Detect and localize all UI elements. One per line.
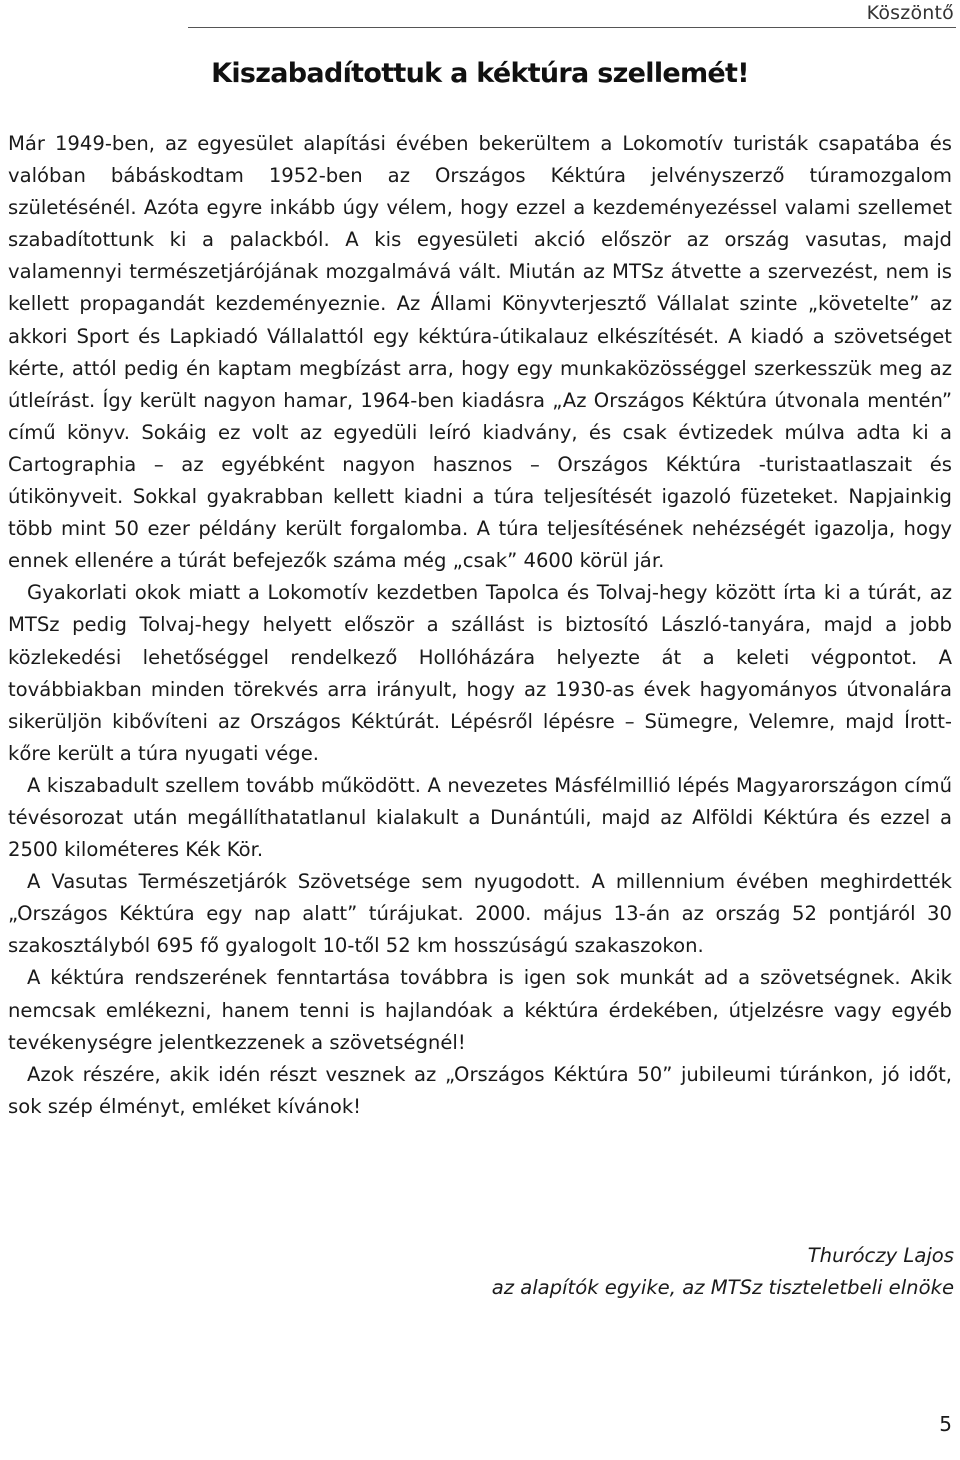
paragraph: Azok részére, akik idén részt vesznek az „Országos Kéktúra 50” jubileumi túránkon, jó időt, sok szép élményt, emléket kívánok! [8,1062,952,1118]
article-title: Kiszabadítottuk a kéktúra szellemét! [211,58,749,89]
paragraph: A kéktúra rendszerének fenntartása továbbra is igen sok munkát ad a szövetségnek. Akik nemcsak emlékezni, hanem tenni is hajlandóak a kéktúra érdekében, útjelzésre vagy egyéb tevékenységre jelentkezzenek a szövetségnél! [8,966,952,1054]
section-label: Köszöntő [866,2,954,24]
author-name: Thuróczy Lajos [807,1244,954,1267]
header-rule [188,27,956,28]
paragraph: Gyakorlati okok miatt a Lokomotív kezdetben Tapolca és Tolvaj-hegy között írta ki a túrát, az MTSz pedig Tolvaj-hegy helyett először a szállást is biztosító László-tanyára, majd a jobb közlekedési lehetőséggel rendelkező Hollóházára helyezte át a keleti végpontot. A továbbiakban minden törekvés arra irányult, hogy az 1930-as évek hagyományos útvonalára sikerüljön kibővíteni az Országos Kéktúrát. Lépésről lépésre – Sümegre, Velemre, majd Írott-kőre került a túra nyugati vége. [8,581,952,765]
paragraph: A kiszabadult szellem tovább működött. A nevezetes Másfélmillió lépés Magyarországon című tévésorozat után megállíthatatlanul kialakult a Dunántúli, majd az Alföldi Kéktúra és ezzel a 2500 kilométeres Kék Kör. [8,773,952,862]
signature-block [492,1240,954,1304]
paragraph: Már 1949-ben, az egyesület alapítási évében bekerültem a Lokomotív turisták csapatába és valóban bábáskodtam 1952-ben az Országos Kéktúra jelvényszerző túramozgalom születésénél. Azóta egyre inkább úgy vélem, hogy ezzel a kezdeményezéssel valami szellemet szabadítottunk ki a palackból. A kis egyesületi akció először az ország vasutas, majd valamennyi természetjárójának mozgalmává vált. Miután az MTSz átvette a szervezést, nem is kellett propagandát kezdeményeznie. Az Állami Könyvterjesztő Vállalat szinte „követelte” az akkori Sport és Lapkiadó Vállalattól egy kéktúra-útikalauz elkészítését. A kiadó a szövetséget kérte, attól pedig én kaptam megbízást arra, hogy egy munkaközösséggel szerkesszük meg az útleírást. Így került nagyon hamar, 1964-ben kiadásra „Az Országos Kéktúra útvonala mentén” című könyv. Sokáig ez volt az egyedüli leíró kiadvány, és csak évtizedek múlva adta ki a Cartographia – az egyébként nagyon hasznos – Országos Kéktúra -turistaatlaszait és útikönyveit. Sokkal gyakrabban kellett kiadni a túra teljesítését igazoló füzeteket. Napjainkig több mint 50 ezer példány került forgalomba. A túra teljesítésének nehézségét igazolja, hogy ennek ellenére a túrát befejezők száma még „csak” 4600 körül jár. [8,132,952,573]
page-number: 5 [939,1412,952,1436]
paragraph: A Vasutas Természetjárók Szövetsége sem nyugodott. A millennium évében meghirdették „Országos Kéktúra egy nap alatt” túrájukat. 2000. május 13-án az ország 52 pontjáról 30 szakosztályból 695 fő gyalogolt 10-től 52 km hosszúságú szakaszokon. [8,870,952,958]
article-body [8,128,952,1123]
author-role: az alapítók egyike, az MTSz tiszteletbeli elnöke [491,1276,954,1299]
